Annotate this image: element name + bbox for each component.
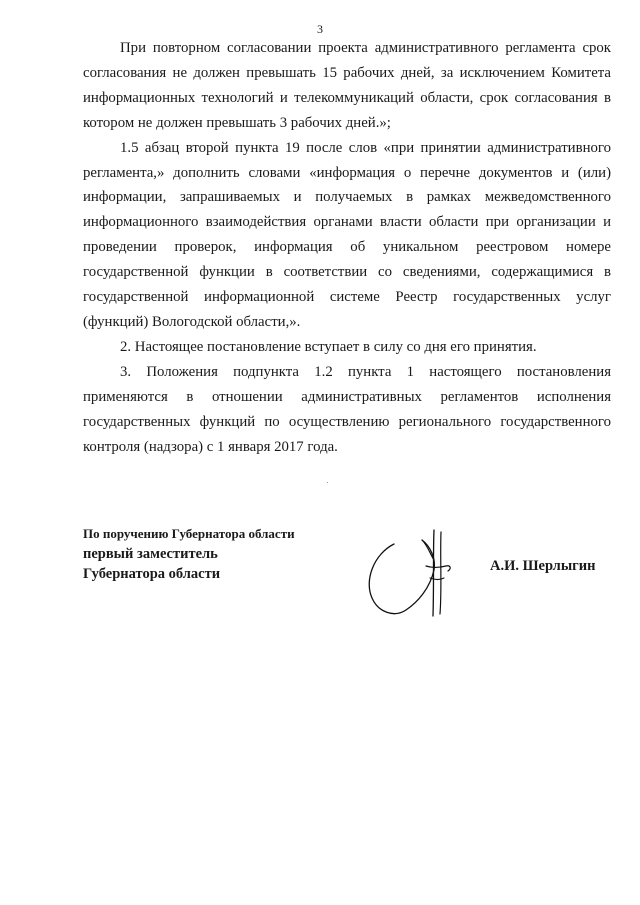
document-body [83, 36, 611, 459]
paragraph-approval-terms: При повторном согласовании проекта административного регламента срок согласования не должен превышать 15 рабочих дней, за исключением Комитета информационных технологий и телекоммуникаций области, срок согласования в котором не должен превышать 3 рабочих дней.»; [83, 40, 611, 131]
page-number: 3 [317, 22, 323, 36]
signature-position-line-2: Губернатора области [83, 566, 221, 582]
handwritten-signature [360, 522, 470, 622]
signature-on-behalf-line: По поручению Губернатора области [83, 526, 295, 541]
paragraph-entry-into-force: 2. Настоящее постановление вступает в силу со дня его принятия. [120, 338, 537, 355]
paragraph-applicability: 3. Положения подпункта 1.2 пункта 1 настоящего постановления применяются в отношении административных регламентов исполнения государственных функций по осуществлению регионального государственного контроля (надзора) с 1 января 2017 года. [83, 363, 611, 455]
signature-position-line: первый заместитель [83, 546, 218, 562]
paragraph-amendment-1-5: 1.5 абзац второй пункта 19 после слов «при принятии административного регламента,» дополнить словами «информация о перечне документов и (или) информации, запрашиваемых и получаемых в рамках межведомственного информационного взаимодействия органами власти области при организации и проведении проверок, информация об уникальном реестровом номере государственной функции в соответствии со сведениями, содержащимися в государственной информационной системе Реестр государственных услуг (функций) Вологодской области,». [83, 139, 611, 330]
signer-name: А.И. Шерлыгин [490, 558, 596, 574]
signature-title-block [83, 524, 295, 584]
scan-speck [327, 482, 328, 483]
